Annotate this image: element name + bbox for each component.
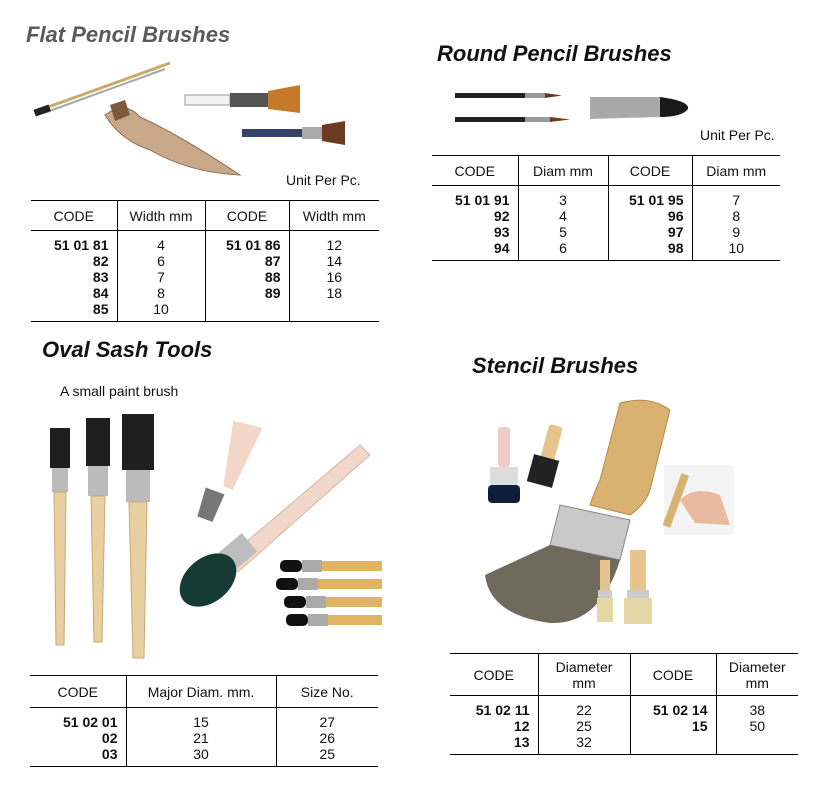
stencil-brushes-image (480, 395, 740, 630)
table-row (30, 746, 378, 767)
oval-sash-image (40, 410, 390, 665)
value-cell: 4 (518, 208, 608, 224)
code-cell: 92 (493, 208, 510, 224)
code-cell: 83 (92, 269, 109, 285)
code-cell: 93 (493, 224, 510, 240)
value-cell: 15 (126, 708, 276, 731)
table-row (450, 696, 798, 719)
oval-sash-subtitle: A small paint brush (60, 383, 179, 399)
table-row (432, 224, 780, 240)
stencil-brushes-table (450, 653, 798, 755)
value-cell: 30 (126, 746, 276, 767)
round-brushes-image (450, 85, 700, 130)
col-header-major-diam: Major Diam. mm. (126, 676, 276, 708)
code-cell: 12 (513, 718, 530, 734)
value-cell: 10 (692, 240, 780, 261)
code-cell: 51 02 11 (475, 702, 530, 718)
value-cell: 8 (117, 285, 205, 301)
code-cell: 94 (432, 240, 518, 261)
value-cell: 9 (692, 224, 780, 240)
code-cell: 98 (608, 240, 692, 261)
code-cell (205, 301, 289, 322)
flat-brushes-title: Flat Pencil Brushes (26, 22, 231, 47)
table-row (31, 253, 379, 269)
value-cell: 27 (276, 708, 378, 731)
value-cell: 14 (289, 253, 379, 269)
value-cell: 5 (518, 224, 608, 240)
code-cell: 88 (205, 269, 289, 285)
table-row (31, 231, 379, 254)
table-row (30, 730, 378, 746)
value-cell: 50 (716, 718, 798, 734)
col-header-code: CODE (450, 654, 538, 696)
code-cell: 51 02 01 (63, 714, 118, 730)
col-header-diam: Diam mm (692, 156, 780, 186)
value-cell: 10 (117, 301, 205, 322)
value-cell: 4 (117, 231, 205, 254)
code-cell: 51 01 81 (54, 237, 109, 253)
code-cell: 89 (205, 285, 289, 301)
col-header-code: CODE (432, 156, 518, 186)
value-cell (716, 734, 798, 755)
round-brushes-title: Round Pencil Brushes (437, 41, 672, 66)
value-cell: 32 (538, 734, 630, 755)
round-brushes-table (432, 155, 780, 261)
value-cell: 7 (692, 186, 780, 209)
code-cell: 15 (630, 718, 716, 734)
value-cell: 12 (289, 231, 379, 254)
code-cell: 51 02 14 (630, 696, 716, 719)
table-row (432, 240, 780, 261)
value-cell: 6 (117, 253, 205, 269)
table-row (432, 208, 780, 224)
value-cell: 3 (518, 186, 608, 209)
flat-brushes-image (30, 55, 360, 180)
round-unit-note: Unit Per Pc. (700, 127, 775, 143)
code-cell: 51 01 86 (205, 231, 289, 254)
code-cell: 02 (101, 730, 118, 746)
col-header-code: CODE (31, 201, 117, 231)
table-row (31, 301, 379, 322)
table-row (450, 718, 798, 734)
oval-sash-table (30, 675, 378, 767)
col-header-diameter: Diameter mm (538, 654, 630, 696)
code-cell: 51 01 91 (455, 192, 510, 208)
value-cell: 16 (289, 269, 379, 285)
code-cell: 97 (608, 224, 692, 240)
flat-brushes-table (31, 200, 379, 322)
col-header-code: CODE (630, 654, 716, 696)
value-cell: 26 (276, 730, 378, 746)
code-cell: 13 (450, 734, 538, 755)
code-cell: 96 (608, 208, 692, 224)
value-cell: 7 (117, 269, 205, 285)
col-header-code: CODE (608, 156, 692, 186)
col-header-size-no: Size No. (276, 676, 378, 708)
value-cell: 21 (126, 730, 276, 746)
value-cell: 38 (716, 696, 798, 719)
col-header-diam: Diam mm (518, 156, 608, 186)
value-cell: 25 (276, 746, 378, 767)
value-cell: 18 (289, 285, 379, 301)
code-cell: 84 (92, 285, 109, 301)
col-header-code: CODE (30, 676, 126, 708)
value-cell: 22 (538, 696, 630, 719)
table-row (432, 186, 780, 209)
col-header-width: Width mm (117, 201, 205, 231)
stencil-brushes-title: Stencil Brushes (472, 353, 639, 378)
value-cell: 8 (692, 208, 780, 224)
flat-unit-note: Unit Per Pc. (286, 172, 361, 188)
col-header-width: Width mm (289, 201, 379, 231)
col-header-code: CODE (205, 201, 289, 231)
code-cell (630, 734, 716, 755)
code-cell: 82 (92, 253, 109, 269)
value-cell: 6 (518, 240, 608, 261)
code-cell: 87 (205, 253, 289, 269)
code-cell: 51 01 95 (608, 186, 692, 209)
table-row (30, 708, 378, 731)
table-row (31, 269, 379, 285)
table-row (31, 285, 379, 301)
table-row (450, 734, 798, 755)
col-header-diameter: Diameter mm (716, 654, 798, 696)
code-cell: 85 (31, 301, 117, 322)
value-cell (289, 301, 379, 322)
value-cell: 25 (538, 718, 630, 734)
oval-sash-title: Oval Sash Tools (42, 337, 213, 362)
code-cell: 03 (30, 746, 126, 767)
